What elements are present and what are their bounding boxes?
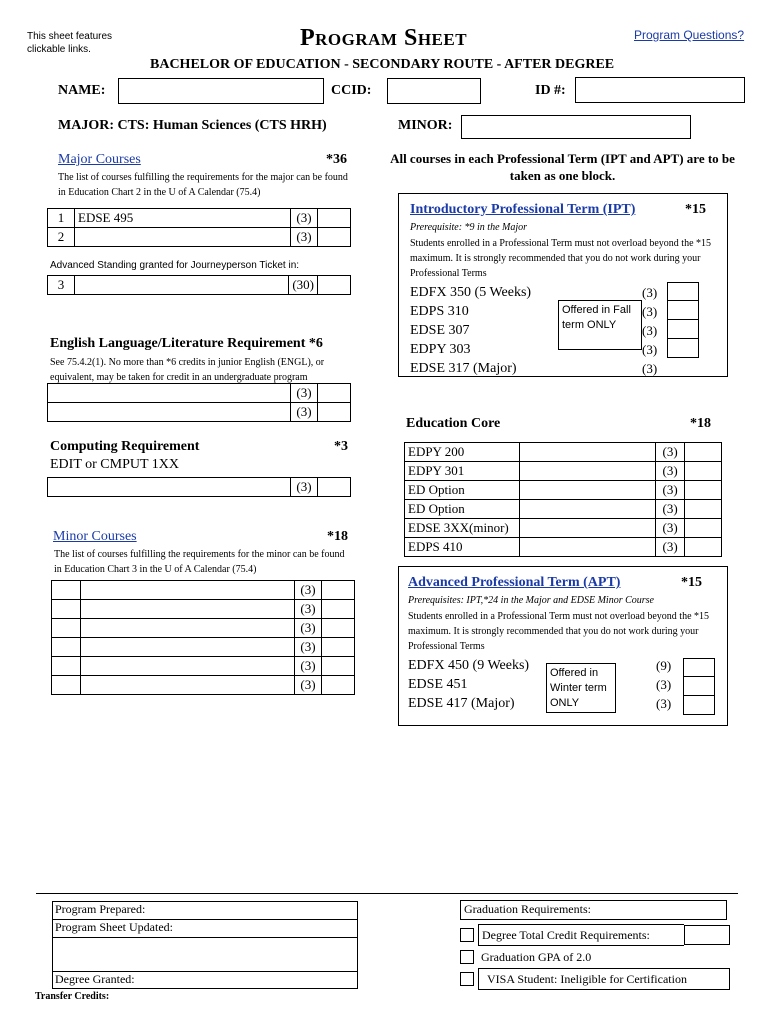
checkbox[interactable] — [460, 928, 474, 942]
row-number: 1 — [48, 209, 75, 228]
row-number: 3 — [48, 276, 75, 295]
apt-prerequisite: Prerequisites: IPT,*24 in the Major and EDSE Minor Course — [408, 595, 654, 606]
row-number — [52, 638, 81, 657]
row-number — [52, 600, 81, 619]
credit-cell: (3) — [656, 462, 685, 481]
course-cell: EDSE 3XX(minor) — [405, 519, 520, 538]
checkbox[interactable] — [460, 972, 474, 986]
course-cell: EDPS 410 — [405, 538, 520, 557]
id-field[interactable] — [575, 77, 745, 103]
course-cell[interactable]: EDSE 495 — [75, 209, 291, 228]
name-field[interactable] — [118, 78, 324, 104]
ipt-course: EDPY 303 — [410, 342, 471, 357]
course-entry[interactable] — [519, 443, 655, 462]
grad-requirement-text: VISA Student: Ineligible for Certification — [478, 968, 730, 990]
table-row — [48, 209, 351, 228]
ipt-course-list — [410, 283, 531, 378]
education-core-credits: *18 — [690, 416, 711, 431]
table-row — [405, 481, 722, 500]
credit-cell: (3) — [656, 443, 685, 462]
major-credits: *36 — [326, 152, 347, 167]
ipt-description: Students enrolled in a Professional Term must not overload beyond the *15 maximum. It is strongly recommended that you do not work during your Professional Terms — [410, 238, 712, 279]
course-cell: EDPY 301 — [405, 462, 520, 481]
ipt-course: EDFX 350 (5 Weeks) — [410, 285, 532, 300]
ipt-box — [398, 193, 728, 377]
table-row — [405, 538, 722, 557]
credit-cell: (3) — [295, 638, 322, 657]
minor-table — [51, 580, 355, 695]
education-core-heading: Education Core — [406, 416, 501, 431]
major-description: The list of courses fulfilling the requirements for the major can be found in Education Chart 2 in the U of A Calendar (75.4) — [58, 172, 348, 198]
table-row — [52, 638, 355, 657]
course-cell[interactable] — [81, 638, 295, 657]
ipt-prerequisite: Prerequisite: *9 in the Major — [410, 222, 528, 233]
computing-credits: *3 — [334, 439, 348, 454]
course-cell[interactable] — [81, 600, 295, 619]
english-table — [47, 383, 351, 422]
credit-cell: (3) — [295, 657, 322, 676]
credit-cell: (3) — [291, 478, 318, 497]
checkbox-cell[interactable] — [322, 657, 355, 676]
row-number — [52, 619, 81, 638]
apt-credit-list — [656, 656, 671, 713]
apt-course: EDSE 417 (Major) — [408, 696, 515, 711]
checkbox-cell[interactable] — [322, 638, 355, 657]
checkbox-cell[interactable] — [685, 443, 722, 462]
ccid-field[interactable] — [387, 78, 481, 104]
grad-requirement-item — [460, 969, 730, 989]
checkbox-cell[interactable] — [667, 282, 699, 301]
checkbox-cell[interactable] — [683, 677, 715, 696]
ipt-course: EDPS 310 — [410, 304, 469, 319]
credit-cell: (3) — [656, 696, 672, 711]
program-info-spacer — [53, 938, 357, 971]
transfer-credits-label: Transfer Credits: — [35, 991, 110, 1002]
credit-cell: (3) — [642, 342, 658, 357]
credit-cell: (3) — [642, 361, 658, 376]
grad-requirement-item — [460, 925, 730, 945]
checkbox-cell[interactable] — [318, 209, 351, 228]
row-number — [52, 676, 81, 695]
grad-requirement-text: Graduation GPA of 2.0 — [481, 950, 592, 964]
ipt-course: EDSE 317 (Major) — [410, 361, 517, 376]
program-questions-link[interactable]: Program Questions? — [634, 28, 745, 42]
credit-cell: (3) — [295, 619, 322, 638]
apt-course: EDFX 450 (9 Weeks) — [408, 658, 530, 673]
footer-divider — [36, 893, 738, 894]
apt-course: EDSE 451 — [408, 677, 468, 692]
apt-box — [398, 566, 728, 726]
table-row — [52, 581, 355, 600]
apt-credits: *15 — [681, 575, 702, 590]
checkbox-cell[interactable] — [685, 462, 722, 481]
minor-label: MINOR: — [398, 118, 453, 133]
major-course-table — [47, 208, 351, 247]
computing-heading: Computing Requirement — [50, 439, 200, 454]
minor-description: The list of courses fulfilling the requirements for the minor can be found in Education Chart 3 in the U of A Calendar (75.4) — [54, 549, 345, 575]
checkbox-cell[interactable] — [685, 538, 722, 557]
program-subtitle: BACHELOR OF EDUCATION - SECONDARY ROUTE - AFTER DEGREE — [150, 57, 615, 72]
minor-field[interactable] — [461, 115, 691, 139]
checkbox-cell[interactable] — [322, 581, 355, 600]
credit-cell: (3) — [642, 304, 658, 319]
ipt-offered-note: Offered in Fall term ONLY — [558, 300, 642, 350]
grad-requirement-item — [460, 947, 730, 967]
checkbox-cell[interactable] — [322, 676, 355, 695]
checkbox-cell[interactable] — [685, 519, 722, 538]
course-entry[interactable] — [519, 538, 655, 557]
program-info-box — [52, 901, 358, 989]
ipt-credit-list — [642, 283, 657, 378]
english-heading — [50, 336, 323, 352]
name-label: NAME: — [58, 83, 106, 98]
checkbox-cell[interactable] — [318, 228, 351, 247]
course-cell[interactable] — [48, 478, 291, 497]
course-entry[interactable] — [519, 462, 655, 481]
english-description: See 75.4.2(1). No more than *6 credits in junior English (ENGL), or equivalent, may be taken for credit in an undergraduate program — [50, 357, 325, 383]
ipt-checkbox-column — [667, 282, 699, 358]
course-cell[interactable] — [81, 676, 295, 695]
course-cell: EDPY 200 — [405, 443, 520, 462]
checkbox-cell[interactable] — [683, 658, 715, 677]
table-row — [405, 519, 722, 538]
apt-offered-note: Offered in Winter term ONLY — [546, 663, 616, 713]
credit-cell: (3) — [291, 228, 318, 247]
credit-cell: (3) — [295, 581, 322, 600]
credit-cell: (3) — [291, 403, 318, 422]
page-title: Program Sheet — [300, 25, 468, 51]
table-row — [52, 657, 355, 676]
credit-cell: (3) — [295, 600, 322, 619]
id-label: ID #: — [535, 83, 566, 98]
credit-cell: (30) — [289, 276, 318, 295]
table-row — [48, 384, 351, 403]
table-row — [52, 600, 355, 619]
checkbox-cell[interactable] — [322, 619, 355, 638]
program-prepared[interactable]: Program Prepared: — [53, 902, 357, 920]
credit-cell: (3) — [656, 500, 685, 519]
checkbox-cell[interactable] — [683, 696, 715, 715]
course-cell[interactable] — [48, 384, 291, 403]
table-row — [405, 462, 722, 481]
computing-table — [47, 477, 351, 497]
credit-cell: (9) — [656, 658, 672, 673]
course-entry[interactable] — [519, 500, 655, 519]
credit-cell: (3) — [642, 285, 658, 300]
minor-courses-link[interactable]: Minor Courses — [53, 529, 137, 544]
education-core-table — [404, 442, 722, 557]
checkbox-cell[interactable] — [318, 276, 351, 295]
row-number — [52, 581, 81, 600]
table-row — [48, 276, 351, 295]
course-cell: ED Option — [405, 481, 520, 500]
row-number — [52, 657, 81, 676]
course-entry[interactable] — [519, 519, 655, 538]
english-credits: *6 — [308, 336, 323, 351]
checkbox-cell[interactable] — [667, 320, 699, 339]
table-row — [48, 478, 351, 497]
checkbox-cell[interactable] — [685, 481, 722, 500]
course-cell[interactable] — [81, 619, 295, 638]
course-cell[interactable] — [75, 276, 289, 295]
table-row — [405, 500, 722, 519]
checkbox-cell[interactable] — [318, 384, 351, 403]
major-courses-link[interactable]: Major Courses — [58, 152, 141, 167]
minor-credits: *18 — [327, 529, 348, 544]
ipt-course: EDSE 307 — [410, 323, 470, 338]
checkbox-cell[interactable] — [318, 478, 351, 497]
credit-cell: (3) — [656, 538, 685, 557]
computing-subtext: EDIT or CMPUT 1XX — [50, 457, 179, 472]
checkbox-cell[interactable] — [318, 403, 351, 422]
credit-cell: (3) — [656, 481, 685, 500]
table-row — [48, 403, 351, 422]
credit-cell: (3) — [291, 384, 318, 403]
table-row — [48, 228, 351, 247]
advanced-standing-table — [47, 275, 351, 295]
credit-cell: (3) — [656, 677, 672, 692]
course-entry[interactable] — [519, 481, 655, 500]
credit-cell: (3) — [642, 323, 658, 338]
course-cell[interactable] — [48, 403, 291, 422]
course-cell: ED Option — [405, 500, 520, 519]
table-row — [405, 443, 722, 462]
links-note: This sheet features clickable links. — [27, 31, 113, 55]
table-row — [52, 676, 355, 695]
apt-checkbox-column — [683, 658, 715, 715]
table-row — [52, 619, 355, 638]
grad-requirement-text: Degree Total Credit Requirements: — [478, 924, 684, 946]
major-label: MAJOR: CTS: Human Sciences (CTS HRH) — [58, 118, 327, 133]
checkbox-cell[interactable] — [667, 301, 699, 320]
course-cell[interactable] — [75, 228, 291, 247]
apt-description: Students enrolled in a Professional Term must not overload beyond the *15 maximum. It is strongly recommended that you do not work during your Professional Terms — [408, 611, 710, 652]
ipt-credits: *15 — [685, 202, 706, 217]
checkbox-cell[interactable] — [685, 500, 722, 519]
professional-term-note: All courses in each Professional Term (IPT and APT) are to be taken as one block. — [390, 151, 735, 183]
apt-course-list — [408, 656, 529, 713]
ipt-link[interactable]: Introductory Professional Term (IPT) — [410, 202, 636, 217]
advanced-standing-label: Advanced Standing granted for Journeyperson Ticket in: — [50, 260, 300, 271]
course-cell[interactable] — [81, 657, 295, 676]
apt-link[interactable]: Advanced Professional Term (APT) — [408, 575, 621, 590]
credit-cell: (3) — [656, 519, 685, 538]
english-heading-text: English Language/Literature Requirement — [50, 336, 306, 351]
ccid-label: CCID: — [331, 83, 372, 98]
checkbox-cell[interactable] — [667, 339, 699, 358]
checkbox-cell[interactable] — [322, 600, 355, 619]
checkbox[interactable] — [460, 950, 474, 964]
course-cell[interactable] — [81, 581, 295, 600]
grad-credit-entry[interactable] — [684, 925, 730, 945]
credit-cell: (3) — [291, 209, 318, 228]
graduation-requirements-heading: Graduation Requirements: — [460, 900, 727, 920]
graduation-requirements-list — [460, 925, 730, 989]
row-number: 2 — [48, 228, 75, 247]
degree-granted[interactable]: Degree Granted: — [53, 971, 357, 989]
credit-cell: (3) — [295, 676, 322, 695]
program-sheet-updated[interactable]: Program Sheet Updated: — [53, 920, 357, 938]
